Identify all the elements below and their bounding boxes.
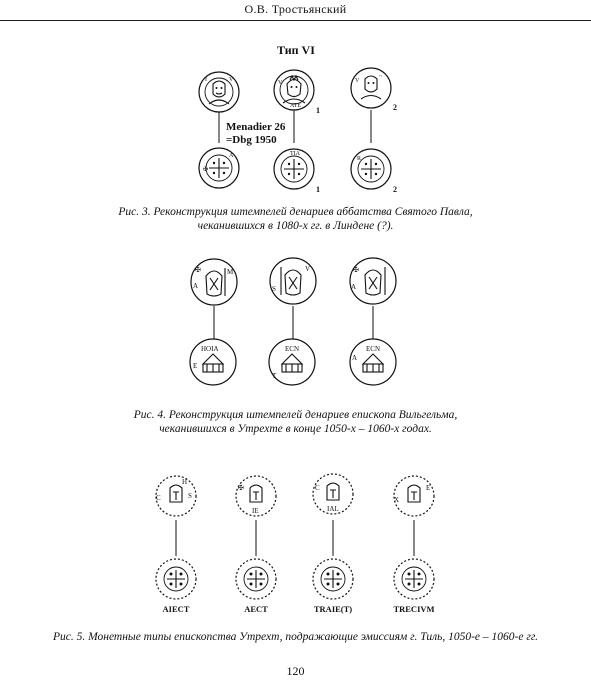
- coin-obverse-bust: [274, 70, 314, 110]
- svg-text:IE: IE: [252, 507, 259, 515]
- svg-text:A: A: [352, 354, 358, 362]
- figure-5-coin-label: TRAIE(T): [313, 604, 353, 614]
- running-header-author: О.В. Тростьянский: [244, 2, 347, 16]
- figure-5-coin-label: TRECIVM: [393, 604, 435, 614]
- svg-text:A: A: [229, 153, 234, 159]
- figure-3-reference-line1: Menadier 26: [226, 121, 286, 133]
- svg-text:C: C: [156, 494, 161, 502]
- coin-reverse-church: [269, 339, 315, 385]
- svg-text:ECN: ECN: [366, 345, 380, 353]
- figure-3-die-number: 1: [316, 185, 320, 194]
- coin-reverse-church: [350, 339, 396, 385]
- coin-reverse-cross: [199, 148, 239, 188]
- svg-text:E: E: [193, 362, 198, 370]
- svg-text:IAL: IAL: [327, 505, 339, 513]
- svg-text:R: R: [357, 156, 362, 162]
- svg-text:X: X: [394, 496, 400, 504]
- figure-3-die-number: 2: [393, 103, 397, 112]
- figure-5-caption: Рис. 5. Монетные типы епископства Утрехт, подражающие эмиссиям г. Тиль, 1050-е – 1060-е гг.: [52, 631, 539, 643]
- svg-text:ATE: ATE: [290, 103, 301, 109]
- coin-reverse-church: [190, 339, 236, 385]
- coin-obverse-utrecht: [156, 476, 196, 516]
- svg-text:✠: ✠: [353, 266, 359, 274]
- figure-3-reference-line2: =Dbg 1950: [226, 134, 277, 146]
- coin-obverse-bishop: [350, 258, 396, 304]
- svg-text:C: C: [315, 484, 320, 492]
- coin-reverse-cross: [236, 559, 276, 599]
- coin-obverse-bishop: [191, 259, 237, 305]
- svg-text:M: M: [227, 268, 234, 276]
- svg-text:S: S: [272, 285, 276, 293]
- coin-obverse-bust: [351, 68, 391, 108]
- figure-4-caption-line1: Рис. 4. Реконструкция штемпелей денариев епископа Вильгельма,: [133, 409, 458, 421]
- figure-3-type-label: Тип VI: [277, 43, 315, 57]
- svg-text:✠: ✠: [203, 167, 209, 173]
- coin-obverse-utrecht: [394, 476, 434, 516]
- svg-text:S: S: [188, 492, 192, 500]
- svg-text:V: V: [355, 78, 360, 84]
- svg-text:ECN: ECN: [285, 345, 299, 353]
- coin-reverse-cross: [351, 149, 391, 189]
- coin-obverse-bishop: [270, 258, 316, 304]
- svg-text:~: ~: [379, 74, 383, 80]
- svg-text:A: A: [193, 282, 199, 290]
- coin-reverse-cross: [274, 149, 314, 189]
- figure-4-caption-line2: чеканившихся в Утрехте в конце 1050-х – 1060-х годах.: [159, 423, 432, 435]
- figure-3-caption-line2: чеканившихся в 1080-х гг. в Линдене (?).: [197, 220, 394, 232]
- page-number: 120: [286, 664, 305, 678]
- svg-text:TIA: TIA: [290, 151, 300, 157]
- svg-text:A: A: [351, 283, 357, 291]
- coin-reverse-cross: [156, 559, 196, 599]
- figure-5-coin-label: AECT: [244, 604, 268, 614]
- coin-obverse-bust: [199, 72, 239, 112]
- svg-text:✠: ✠: [238, 484, 244, 492]
- svg-text:E: E: [426, 484, 431, 492]
- figure-5-coin-label: AIECT: [162, 604, 190, 614]
- svg-text:HOIA: HOIA: [201, 345, 219, 353]
- figure-3-die-number: 1: [316, 106, 320, 115]
- svg-text:T: T: [272, 372, 277, 380]
- svg-text:V: V: [305, 265, 311, 273]
- svg-text:✠: ✠: [195, 266, 201, 274]
- figure-3-caption-line1: Рис. 3. Реконструкция штемпелей денариев аббатства Святого Павла,: [118, 206, 473, 218]
- figure-3-die-number: 2: [393, 185, 397, 194]
- svg-text:V: V: [229, 77, 234, 83]
- coin-obverse-utrecht: [236, 476, 276, 516]
- svg-text:H: H: [182, 478, 188, 486]
- svg-text:I: I: [205, 77, 207, 83]
- svg-text:V: V: [278, 80, 283, 86]
- coin-reverse-cross: [394, 559, 434, 599]
- coin-obverse-utrecht: [313, 474, 353, 514]
- coin-reverse-cross: [313, 559, 353, 599]
